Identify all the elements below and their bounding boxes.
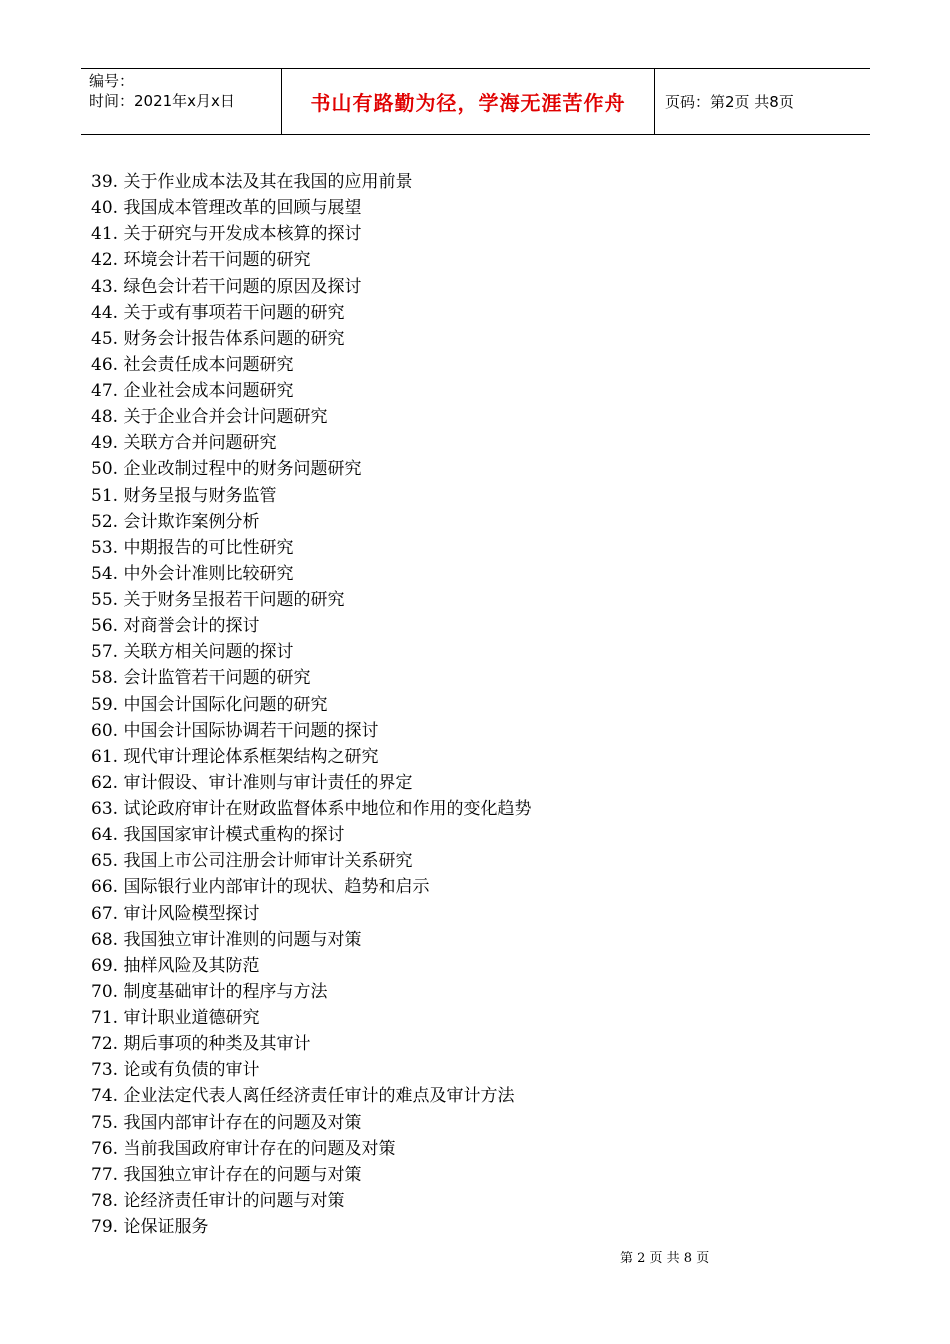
list-item: 47. 企业社会成本问题研究 — [91, 381, 294, 401]
list-item: 59. 中国会计国际化问题的研究 — [91, 694, 328, 715]
list-item: 60. 中国会计国际协调若干问题的探讨 — [91, 720, 379, 741]
list-item: 49. 关联方合并问题研究 — [91, 433, 277, 454]
list-item: 62. 审计假设、审计准则与审计责任的界定 — [91, 772, 413, 793]
list-item: 58. 会计监管若干问题的研究 — [91, 668, 311, 689]
list-item: 67. 审计风险模型探讨 — [91, 903, 260, 924]
list-item: 66. 国际银行业内部审计的现状、趋势和启示 — [91, 877, 430, 898]
list-item: 57. 关联方相关问题的探讨 — [91, 642, 294, 663]
document-time-label: 时间：2021年x月x日 — [89, 92, 235, 110]
list-item: 71. 审计职业道德研究 — [91, 1008, 260, 1028]
list-item: 46. 社会责任成本问题研究 — [91, 354, 294, 375]
list-item: 42. 环境会计若干问题的研究 — [91, 250, 311, 271]
document-number-label: 编号： — [89, 72, 135, 90]
list-item: 76. 当前我国政府审计存在的问题及对策 — [91, 1138, 396, 1159]
list-item: 51. 财务呈报与财务监管 — [91, 485, 277, 506]
list-item: 40. 我国成本管理改革的回顾与展望 — [91, 198, 362, 219]
list-item: 73. 论或有负债的审计 — [91, 1060, 260, 1081]
list-item: 39. 关于作业成本法及其在我国的应用前景 — [91, 172, 413, 192]
list-item: 43. 绿色会计若干问题的原因及探讨 — [91, 276, 362, 297]
list-item: 78. 论经济责任审计的问题与对策 — [91, 1190, 345, 1211]
list-item: 79. 论保证服务 — [91, 1217, 209, 1237]
list-item: 56. 对商誉会计的探讨 — [91, 616, 260, 637]
list-item: 50. 企业改制过程中的财务问题研究 — [91, 459, 362, 480]
list-item: 74. 企业法定代表人离任经济责任审计的难点及审计方法 — [91, 1086, 515, 1107]
list-item: 44. 关于或有事项若干问题的研究 — [91, 302, 345, 323]
list-item: 53. 中期报告的可比性研究 — [91, 537, 294, 558]
list-item: 65. 我国上市公司注册会计师审计关系研究 — [91, 851, 413, 872]
list-item: 45. 财务会计报告体系问题的研究 — [91, 328, 345, 349]
list-item: 48. 关于企业合并会计问题研究 — [91, 407, 328, 428]
list-item: 52. 会计欺诈案例分析 — [91, 511, 260, 532]
list-item: 75. 我国内部审计存在的问题及对策 — [91, 1112, 362, 1133]
page-header — [81, 68, 870, 135]
list-item: 54. 中外会计准则比较研究 — [91, 563, 294, 584]
list-item: 69. 抽样风险及其防范 — [91, 955, 260, 976]
list-item: 63. 试论政府审计在财政监督体系中地位和作用的变化趋势 — [91, 799, 532, 819]
list-item: 72. 期后事项的种类及其审计 — [91, 1034, 311, 1055]
header-motto: 书山有路勤为径，学海无涯苦作舟 — [282, 69, 655, 134]
topic-list — [91, 169, 531, 1240]
list-item: 68. 我国独立审计准则的问题与对策 — [91, 929, 362, 950]
list-item: 61. 现代审计理论体系框架结构之研究 — [91, 746, 379, 767]
header-page-indicator: 页码：第2页 共8页 — [665, 93, 794, 111]
list-item: 55. 关于财务呈报若干问题的研究 — [91, 590, 345, 610]
header-meta — [81, 69, 282, 134]
list-item: 64. 我国国家审计模式重构的探讨 — [91, 825, 345, 846]
list-item: 41. 关于研究与开发成本核算的探讨 — [91, 224, 362, 245]
list-item: 70. 制度基础审计的程序与方法 — [91, 981, 328, 1002]
list-item: 77. 我国独立审计存在的问题与对策 — [91, 1164, 362, 1185]
page-footer: 第 2 页 共 8 页 — [620, 1251, 710, 1266]
